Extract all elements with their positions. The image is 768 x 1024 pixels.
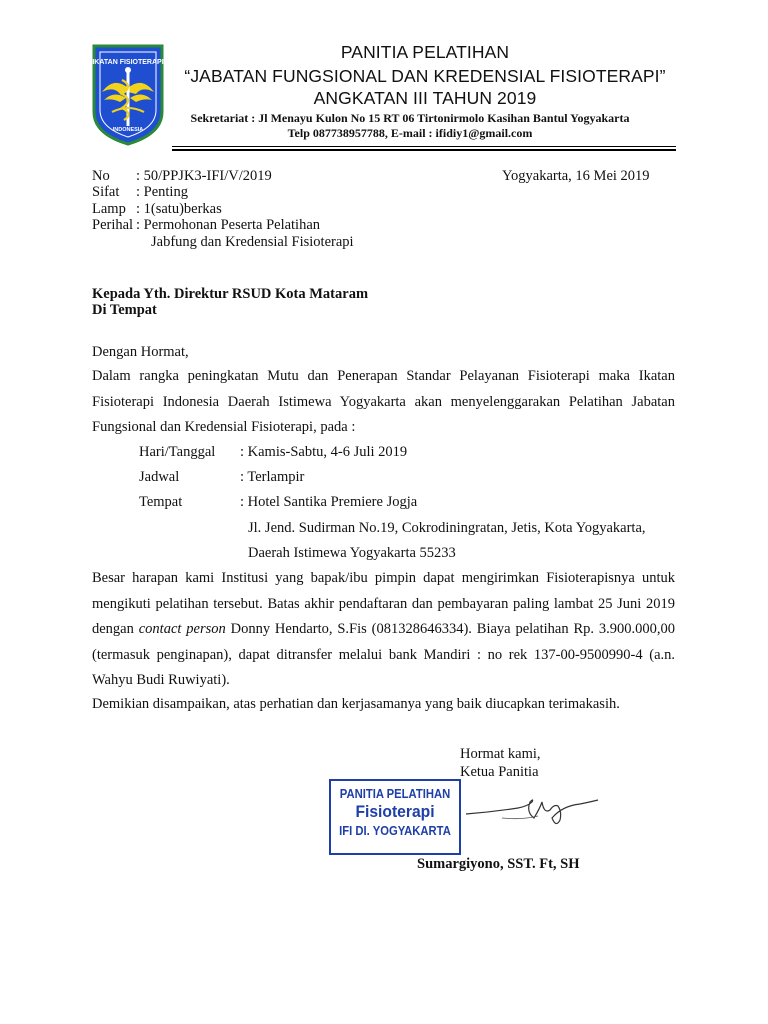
committee-stamp	[329, 779, 461, 855]
contact-info: Telp 087738957788, E-mail : ifidiy1@gmail.com	[287, 126, 533, 140]
perihal-label: Perihal	[92, 217, 134, 233]
batch-title: ANGKATAN III TAHUN 2019	[313, 88, 537, 108]
schedule-value: : Terlampir	[240, 469, 305, 485]
perihal-value-line2: Jabfung dan Kredensial Fisioterapi	[151, 234, 354, 250]
recipient-place: Di Tempat	[92, 302, 157, 318]
lamp-label: Lamp	[92, 201, 126, 217]
letterhead-rule-thick	[172, 149, 676, 151]
request-text-2: Donny Hendarto, S.Fis (081328646334). Biaya pelatihan Rp. 3.900.000,00 (termasuk penginapan), dapat ditransfer melalui bank Mandiri : no rek 137-00-9500990-4 (a.n. Wahyu Budi Ruwiyati).	[92, 621, 676, 688]
event-title: “JABATAN FUNGSIONAL DAN KREDENSIAL FISIOTERAPI”	[184, 66, 666, 86]
org-title: PANITIA PELATIHAN	[340, 42, 510, 62]
venue-address-line2: Daerah Istimewa Yogyakarta 55233	[248, 545, 456, 561]
stamp-line-1: PANITIA PELATIHAN	[339, 787, 451, 801]
sifat-label: Sifat	[92, 184, 120, 200]
contact-person-term: contact person	[138, 621, 226, 637]
recipient-line: Kepada Yth. Direktur RSUD Kota Mataram	[92, 286, 369, 302]
venue-address-line1: Jl. Jend. Sudirman No.19, Cokrodiningratan, Jetis, Kota Yogyakarta,	[248, 520, 646, 536]
signer-position: Ketua Panitia	[460, 764, 539, 780]
date-value: : Kamis-Sabtu, 4-6 Juli 2019	[240, 444, 408, 460]
svg-text:INDONESIA: INDONESIA	[112, 127, 144, 133]
venue-value: : Hotel Santika Premiere Jogja	[240, 494, 418, 510]
date-label: Hari/Tanggal	[139, 444, 216, 460]
letterhead-rule-thin	[172, 146, 676, 147]
no-value: : 50/PPJK3-IFI/V/2019	[136, 168, 272, 184]
stamp-line-2: Fisioterapi	[355, 802, 435, 821]
greeting: Dengan Hormat,	[92, 344, 189, 360]
intro-paragraph: Dalam rangka peningkatan Mutu dan Penerapan Standar Pelayanan Fisioterapi maka Ikatan Fisioterapi Indonesia Daerah Istimewa Yogyakarta akan menyelenggarakan Pelatihan Jabatan Fungsional dan Kredensial Fisioterapi, pada :	[92, 368, 675, 435]
salutation: Hormat kami,	[460, 746, 541, 762]
no-label: No	[92, 168, 110, 184]
svg-text:IKATAN FISIOTERAPI: IKATAN FISIOTERAPI	[92, 59, 164, 66]
ikatan-fisioterapi-logo-icon	[90, 42, 166, 146]
sifat-value: : Penting	[136, 184, 188, 200]
perihal-value: : Permohonan Peserta Pelatihan	[136, 217, 321, 233]
place-date: Yogyakarta, 16 Mei 2019	[502, 168, 650, 184]
signer-name: Sumargiyono, SST. Ft, SH	[417, 856, 580, 872]
request-text-1: Besar harapan kami Institusi yang bapak/ibu pimpin dapat mengirimkan Fisioterapisnya untuk mengikuti pelatihan tersebut. Batas akhir pendaftaran dan pembayaran paling lambat 25 Juni 2019 dengan	[92, 570, 675, 637]
schedule-label: Jadwal	[139, 469, 180, 485]
venue-label: Tempat	[139, 494, 183, 510]
request-paragraph	[92, 566, 675, 694]
stamp-line-3: IFI DI. YOGYAKARTA	[339, 824, 451, 838]
secretariat-address: Sekretariat : Jl Menayu Kulon No 15 RT 06 Tirtonirmolo Kasihan Bantul Yogyakarta	[190, 111, 630, 125]
closing-sentence: Demikian disampaikan, atas perhatian dan kerjasamanya yang baik diucapkan terimakasih.	[92, 696, 620, 712]
lamp-value: : 1(satu)berkas	[136, 201, 222, 217]
handwritten-signature-icon	[462, 788, 602, 838]
